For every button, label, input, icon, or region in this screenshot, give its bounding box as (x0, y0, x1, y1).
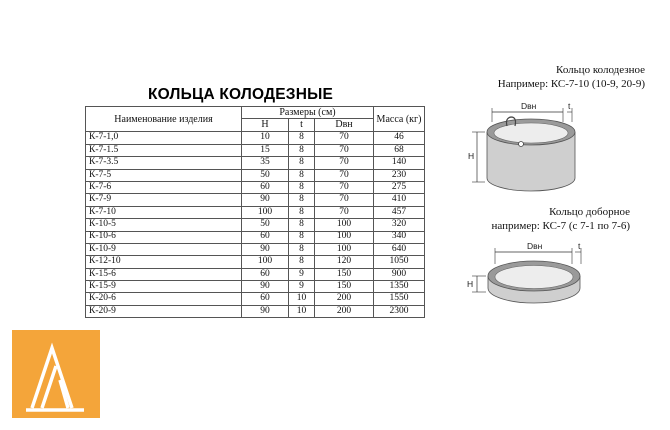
cell-m: 1050 (374, 256, 425, 268)
cell-t: 8 (289, 231, 315, 243)
ring2-label-h: H (467, 279, 474, 289)
cell-m: 140 (374, 157, 425, 169)
cell-name: К-7-9 (86, 194, 242, 206)
triangle-logo-icon (12, 330, 100, 418)
cell-t: 8 (289, 206, 315, 218)
cell-h: 35 (242, 157, 289, 169)
cell-d: 100 (315, 219, 374, 231)
cell-name: К-10-6 (86, 231, 242, 243)
ring1-caption (445, 63, 645, 91)
table-row (86, 293, 425, 305)
cell-d: 70 (315, 144, 374, 156)
cell-m: 410 (374, 194, 425, 206)
ring1-label-d: Dвн (521, 101, 537, 111)
cell-d: 100 (315, 243, 374, 255)
cell-t: 9 (289, 281, 315, 293)
header-h: H (242, 119, 289, 132)
table-row (86, 281, 425, 293)
ring2-caption-title: Кольцо доборное (549, 206, 630, 218)
cell-t: 8 (289, 169, 315, 181)
table-row (86, 256, 425, 268)
table-row (86, 157, 425, 169)
cell-name: К-7-10 (86, 206, 242, 218)
cell-h: 15 (242, 144, 289, 156)
cell-name: К-15-9 (86, 281, 242, 293)
table-row (86, 231, 425, 243)
cell-h: 60 (242, 231, 289, 243)
cell-m: 1350 (374, 281, 425, 293)
table-row (86, 144, 425, 156)
cell-t: 8 (289, 144, 315, 156)
cell-m: 340 (374, 231, 425, 243)
cell-t: 8 (289, 219, 315, 231)
ring1-caption-title: Кольцо колодезное (556, 64, 645, 76)
cell-d: 200 (315, 305, 374, 317)
cell-name: К-12-10 (86, 256, 242, 268)
header-product-name: Наименование изделия (86, 107, 242, 132)
ring1-hole (494, 123, 568, 143)
cell-name: К-7-1.5 (86, 144, 242, 156)
cell-m: 640 (374, 243, 425, 255)
cell-h: 90 (242, 194, 289, 206)
cell-m: 900 (374, 268, 425, 280)
cell-d: 70 (315, 206, 374, 218)
ring2-label-t: t (578, 241, 581, 251)
table-row (86, 219, 425, 231)
cell-t: 8 (289, 243, 315, 255)
cell-h: 60 (242, 181, 289, 193)
cell-m: 320 (374, 219, 425, 231)
cell-d: 70 (315, 194, 374, 206)
cell-h: 50 (242, 169, 289, 181)
specifications-table (85, 106, 425, 318)
cell-name: К-20-6 (86, 293, 242, 305)
cell-name: К-10-5 (86, 219, 242, 231)
cell-h: 90 (242, 305, 289, 317)
ring2-caption (440, 205, 630, 233)
cell-d: 150 (315, 268, 374, 280)
ring1-label-h: H (468, 151, 475, 161)
mounting-hole-icon (519, 142, 524, 147)
cell-d: 70 (315, 132, 374, 144)
cell-m: 68 (374, 144, 425, 156)
cell-name: К-20-9 (86, 305, 242, 317)
cell-d: 70 (315, 157, 374, 169)
cell-d: 100 (315, 231, 374, 243)
table-row (86, 181, 425, 193)
cell-d: 200 (315, 293, 374, 305)
cell-m: 1550 (374, 293, 425, 305)
ring1-label-t: t (568, 101, 571, 111)
cell-t: 10 (289, 305, 315, 317)
cell-name: К-7-1,0 (86, 132, 242, 144)
cell-t: 8 (289, 157, 315, 169)
table-row (86, 268, 425, 280)
cell-m: 46 (374, 132, 425, 144)
header-d: Dвн (315, 119, 374, 132)
cell-h: 90 (242, 243, 289, 255)
cell-h: 50 (242, 219, 289, 231)
cell-m: 230 (374, 169, 425, 181)
table-row (86, 132, 425, 144)
cell-t: 9 (289, 268, 315, 280)
cell-h: 90 (242, 281, 289, 293)
table-row (86, 194, 425, 206)
cell-d: 70 (315, 181, 374, 193)
table-body (86, 132, 425, 318)
table-row (86, 169, 425, 181)
page-title: КОЛЬЦА КОЛОДЕЗНЫЕ (148, 86, 334, 103)
ring2-label-d: Dвн (527, 241, 543, 251)
table-row (86, 305, 425, 317)
cell-name: К-7-3.5 (86, 157, 242, 169)
cell-h: 10 (242, 132, 289, 144)
cell-h: 60 (242, 293, 289, 305)
ring1-caption-example: Например: КС-7-10 (10-9, 20-9) (497, 78, 645, 90)
table-row (86, 206, 425, 218)
table-row (86, 243, 425, 255)
extension-ring-illustration (455, 238, 605, 318)
header-dimensions: Размеры (см) (242, 107, 374, 119)
ring2-caption-example: например: КС-7 (с 7-1 по 7-6) (491, 220, 630, 232)
cell-h: 100 (242, 256, 289, 268)
header-t: t (289, 119, 315, 132)
cell-t: 8 (289, 181, 315, 193)
wells-rings-table (85, 106, 425, 318)
cell-name: К-15-6 (86, 268, 242, 280)
cell-h: 60 (242, 268, 289, 280)
cell-d: 70 (315, 169, 374, 181)
cell-d: 120 (315, 256, 374, 268)
cell-m: 275 (374, 181, 425, 193)
cell-t: 8 (289, 256, 315, 268)
cell-t: 10 (289, 293, 315, 305)
cell-name: К-10-9 (86, 243, 242, 255)
cell-t: 8 (289, 132, 315, 144)
cell-t: 8 (289, 194, 315, 206)
header-mass: Масса (кг) (374, 107, 425, 132)
cell-m: 457 (374, 206, 425, 218)
cell-name: К-7-6 (86, 181, 242, 193)
cell-d: 150 (315, 281, 374, 293)
ring2-hole (495, 266, 573, 289)
cell-h: 100 (242, 206, 289, 218)
cell-name: К-7-5 (86, 169, 242, 181)
well-ring-illustration (455, 100, 595, 200)
company-logo (12, 330, 100, 418)
cell-m: 2300 (374, 305, 425, 317)
